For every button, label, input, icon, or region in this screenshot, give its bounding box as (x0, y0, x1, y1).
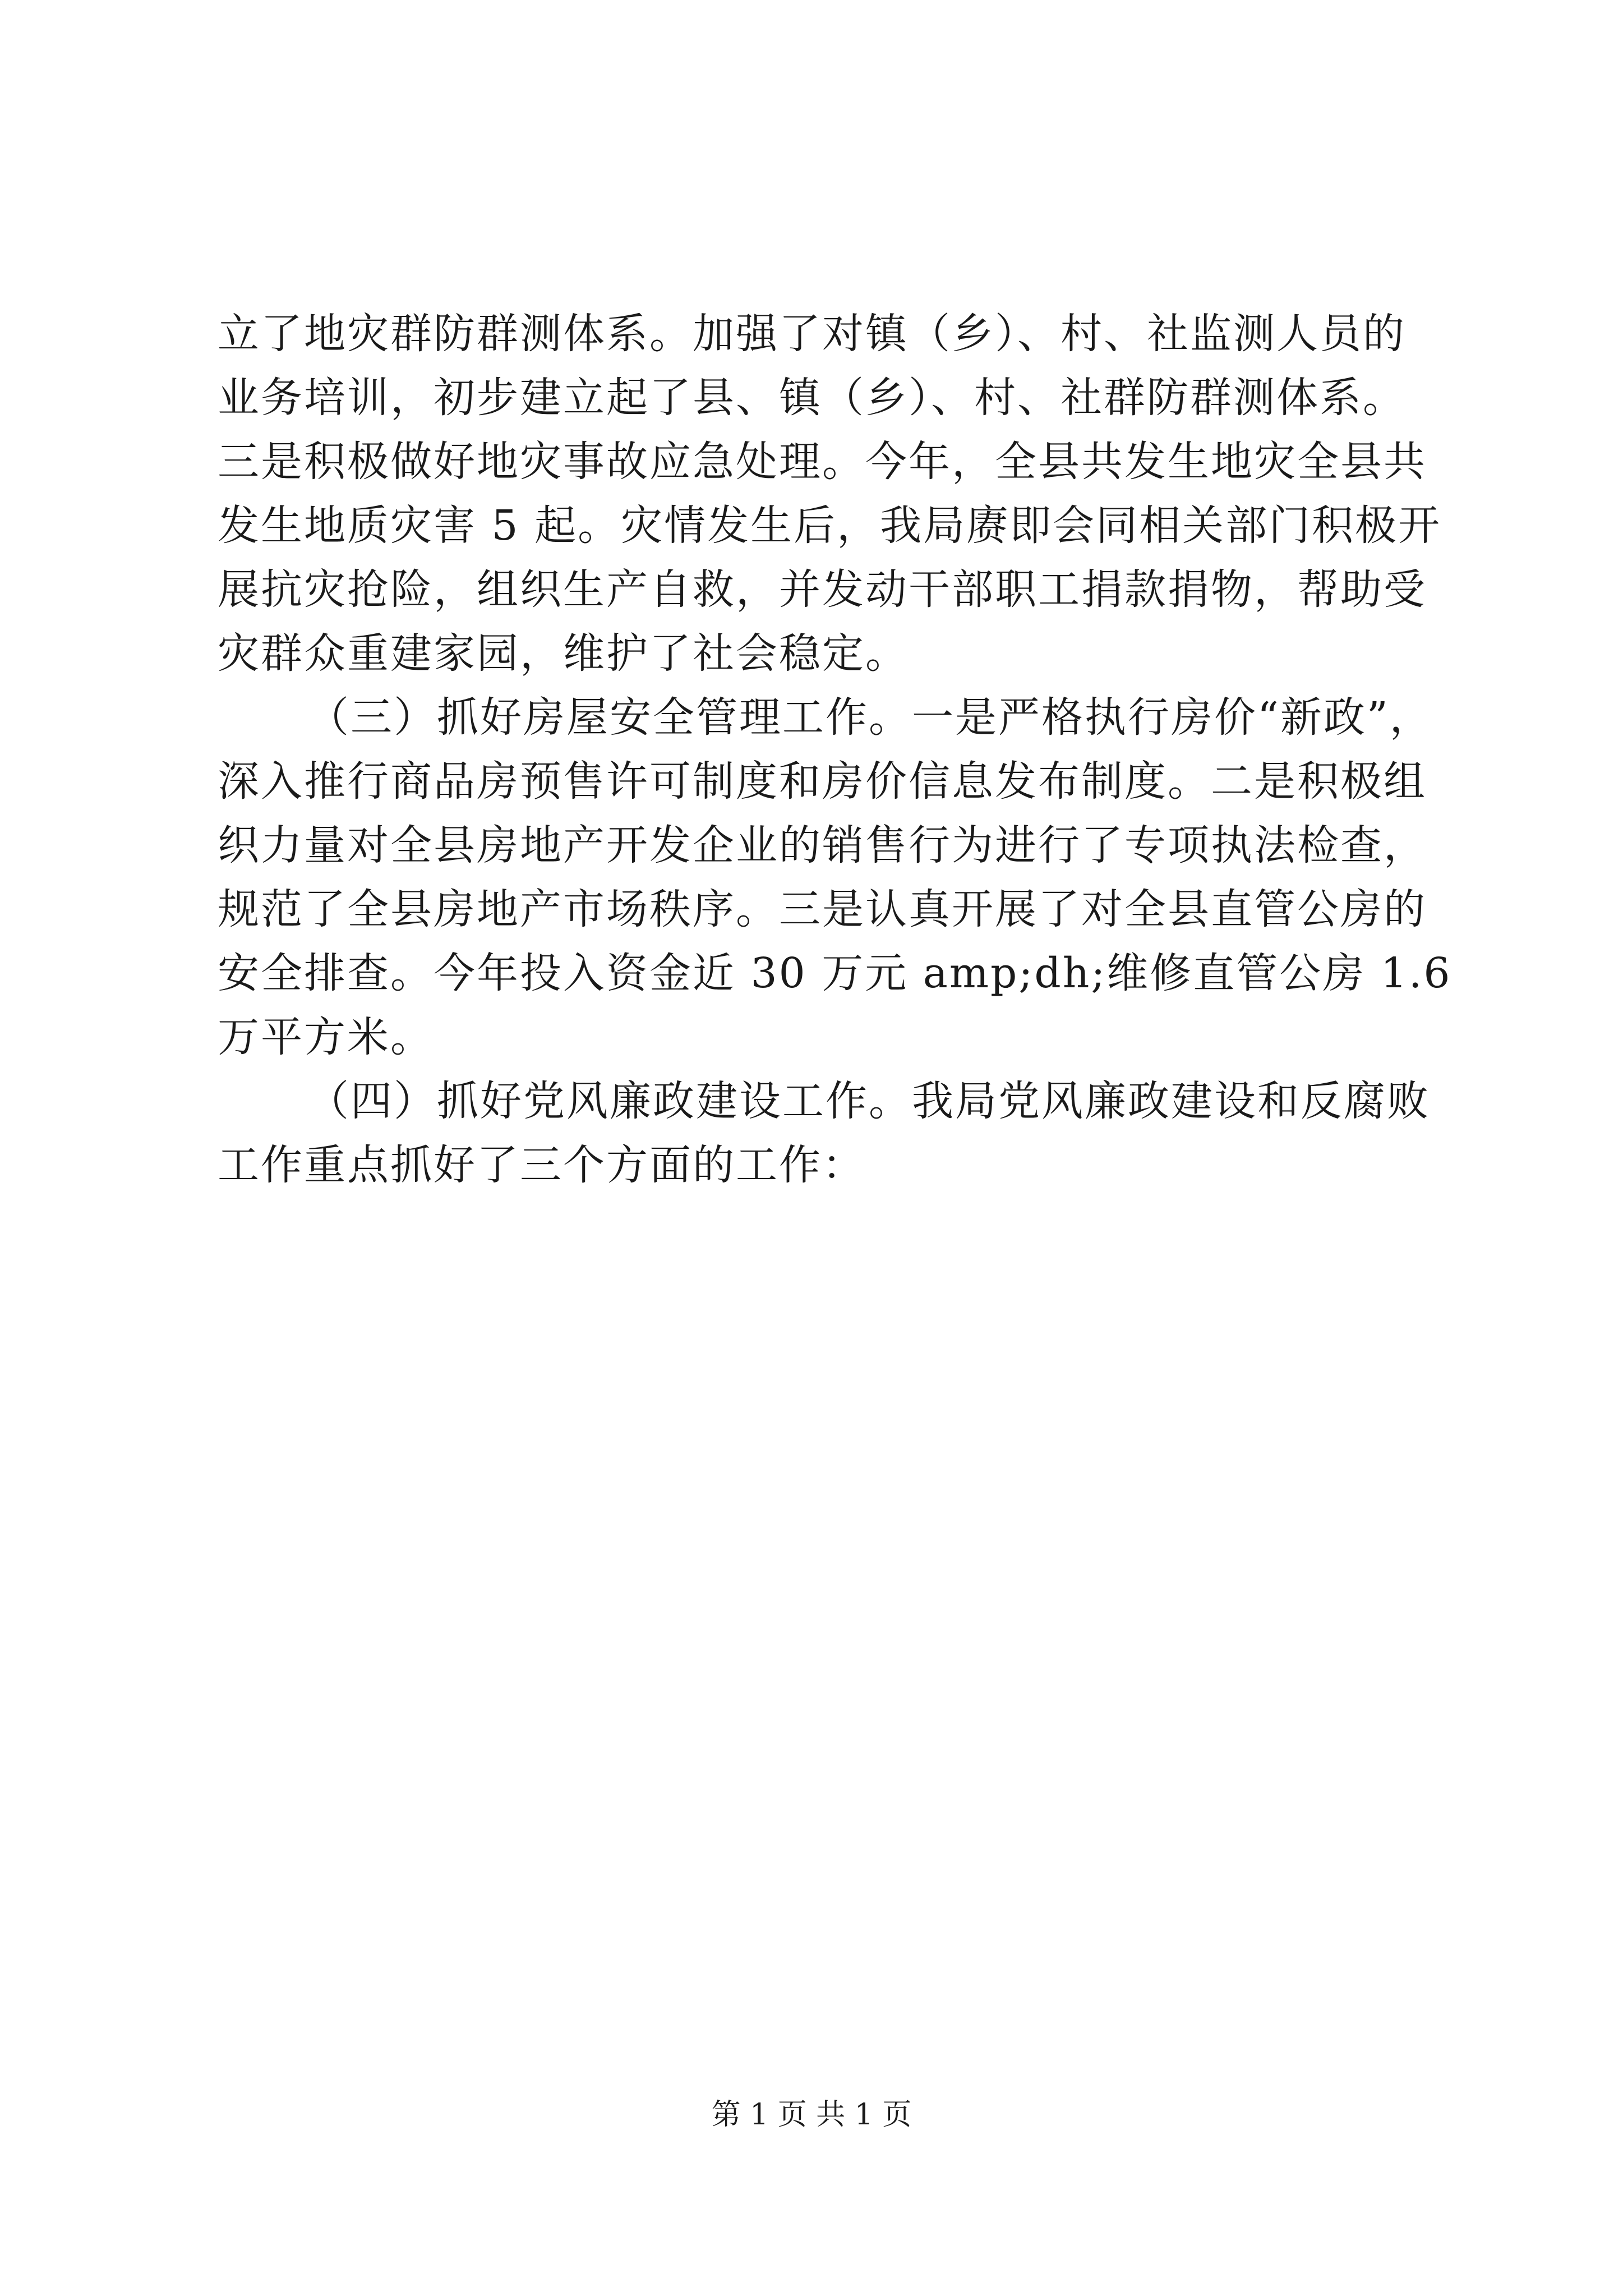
paragraph-first-line: （三）抓好房屋安全管理工作。一是严格执行房价“新政”， (307, 693, 1433, 742)
text-line: 织力量对全县房地产开发企业的销售行为进行了专项执法检查， (218, 821, 1427, 869)
text-line: 灾群众重建家园，维护了社会稳定。 (218, 629, 909, 678)
text-line: 三是积极做好地灾事故应急处理。今年，全县共发生地灾全县共 (218, 438, 1427, 486)
paragraph-first-line: （四）抓好党风廉政建设工作。我局党风廉政建设和反腐败 (307, 1077, 1430, 1125)
text-line: 万平方米。 (218, 1013, 434, 1061)
text-line: 立了地灾群防群测体系。加强了对镇（乡）、村、社监测人员的 (218, 310, 1406, 358)
page-number-footer: 第 1 页 共 1 页 (711, 2098, 912, 2132)
text-line: 业务培训，初步建立起了县、镇（乡）、村、社群防群测体系。 (218, 374, 1406, 422)
text-line: 深入推行商品房预售许可制度和房价信息发布制度。二是积极组 (218, 757, 1427, 806)
text-line: 规范了全县房地产市场秩序。三是认真开展了对全县直管公房的 (218, 885, 1427, 933)
text-line: 安全排查。今年投入资金近 30 万元 amp;dh;维修直管公房 1.6 (218, 949, 1452, 997)
text-line: 发生地质灾害 5 起。灾情发生后，我局赓即会同相关部门积极开 (218, 501, 1442, 550)
text-line: 展抗灾抢险，组织生产自救，并发动干部职工捐款捐物，帮助受 (218, 565, 1427, 614)
text-line: 工作重点抓好了三个方面的工作： (218, 1141, 865, 1189)
